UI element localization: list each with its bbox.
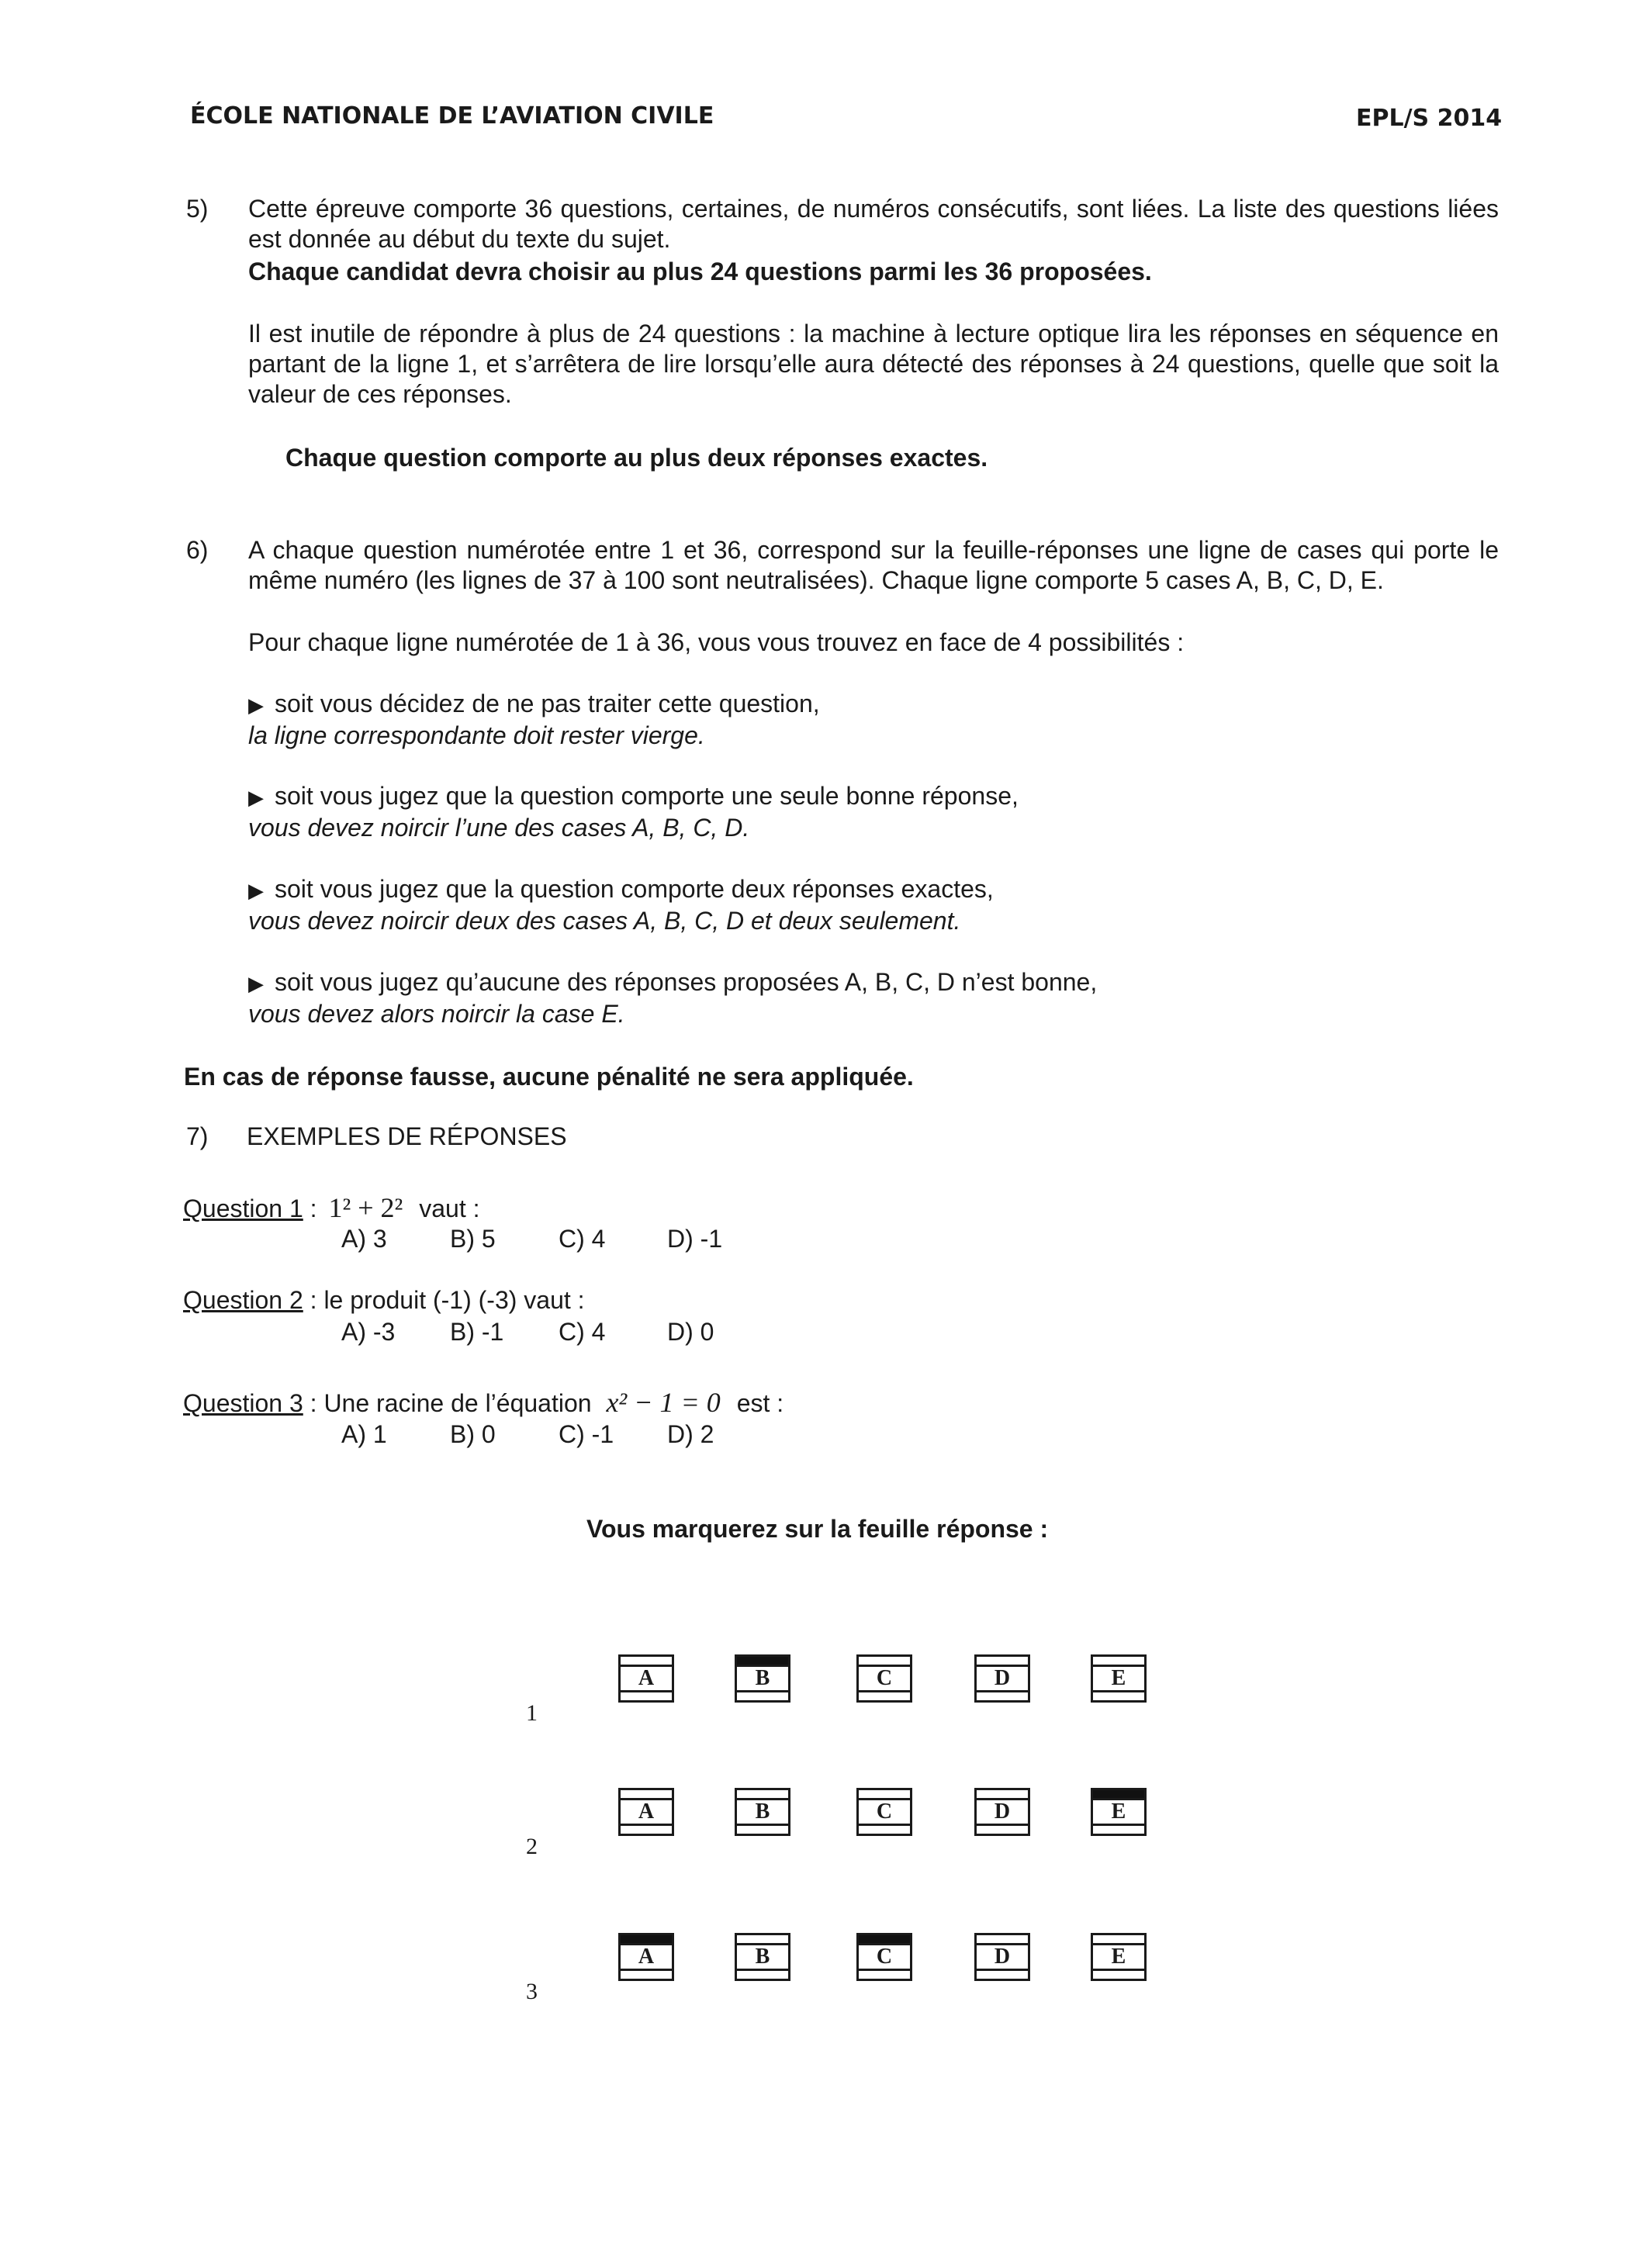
section-6-paragraph1: A chaque question numérotée entre 1 et 36, correspond sur la feuille-réponses une ligne de cases qui porte le même numéro (les lignes de 37 à 100 sont neutralisées). Chaque ligne comporte 5 cases A, B, C, D, E.: [248, 536, 1499, 594]
answer-letter: E: [1111, 1666, 1126, 1690]
arrow-right-icon: ▶: [248, 786, 264, 809]
section-6-number: 6): [186, 536, 209, 564]
bubble-base: [974, 1690, 1030, 1703]
option-a: A) 1: [341, 1420, 387, 1448]
bubble-frame: [618, 1800, 674, 1824]
option-a: A) -3: [341, 1318, 396, 1346]
exam-code: EPL/S 2014: [1356, 105, 1503, 132]
bullet-text: soit vous jugez qu’aucune des réponses proposées A, B, C, D n’est bonne,: [275, 968, 1098, 996]
bubble-base: [1091, 1690, 1147, 1703]
bubble-frame: [735, 1800, 790, 1824]
question-separator: :: [303, 1286, 324, 1314]
answer-letter: A: [638, 1945, 655, 1969]
answer-letter: B: [755, 1666, 770, 1690]
bubble-base: [856, 1690, 912, 1703]
bubble-frame: [974, 1800, 1030, 1824]
bullet-text: soit vous jugez que la question comporte une seule bonne réponse,: [275, 782, 1019, 810]
answer-bubble[interactable]: [856, 1654, 912, 1667]
section-7-number: 7): [186, 1122, 209, 1150]
bubble-base: [974, 1824, 1030, 1836]
bullet-item: [248, 781, 1499, 843]
arrow-right-icon: ▶: [248, 972, 264, 995]
answer-bubble[interactable]: [856, 1788, 912, 1800]
bullet-item: [248, 689, 1499, 751]
bubble-frame: [974, 1667, 1030, 1690]
question-2-options: [341, 1317, 776, 1347]
answer-row-number: 1: [526, 1700, 538, 1726]
bubble-frame: [1091, 1800, 1147, 1824]
answer-bubble[interactable]: [974, 1654, 1030, 1667]
answer-letter: A: [638, 1800, 655, 1824]
answer-bubble[interactable]: [618, 1788, 674, 1800]
bubble-frame: [856, 1800, 912, 1824]
bubble-base: [856, 1969, 912, 1981]
arrow-right-icon: ▶: [248, 879, 264, 902]
arrow-right-icon: ▶: [248, 693, 264, 717]
bullet-instruction: vous devez alors noircir la case E.: [248, 1000, 625, 1028]
institution-header: ÉCOLE NATIONALE DE L’AVIATION CIVILE: [190, 102, 714, 130]
bubble-frame: [974, 1945, 1030, 1969]
answer-letter: C: [876, 1800, 893, 1824]
bubble-base: [735, 1690, 790, 1703]
option-c: C) 4: [559, 1318, 606, 1346]
answer-letter: A: [638, 1666, 655, 1690]
question-label: Question 1: [183, 1195, 303, 1222]
answer-bubble[interactable]: [1091, 1654, 1147, 1667]
option-c: C) 4: [559, 1225, 606, 1253]
bubble-base: [856, 1824, 912, 1836]
question-3-options: [341, 1419, 776, 1450]
question-1-options: [341, 1224, 776, 1254]
answer-letter: D: [994, 1666, 1011, 1690]
answer-letter: C: [876, 1666, 893, 1690]
section-5-bold-line: Chaque candidat devra choisir au plus 24 questions parmi les 36 proposées.: [248, 258, 1152, 285]
question-label: Question 2: [183, 1286, 303, 1314]
answer-letter: E: [1111, 1800, 1126, 1824]
answer-bubble[interactable]: [735, 1788, 790, 1800]
answer-row-number: 3: [526, 1979, 538, 2004]
answer-row-number: 2: [526, 1834, 538, 1859]
section-5-bold-center: Chaque question comporte au plus deux réponses exactes.: [285, 444, 988, 472]
option-b: B) -1: [450, 1318, 504, 1346]
answer-sheet-title: Vous marquerez sur la feuille réponse :: [586, 1515, 1049, 1543]
question-math: 1² + 2²: [328, 1192, 403, 1223]
option-d: D) -1: [667, 1225, 723, 1253]
option-b: B) 5: [450, 1225, 496, 1253]
bullet-text: soit vous décidez de ne pas traiter cette question,: [275, 690, 820, 717]
answer-letter: E: [1111, 1945, 1126, 1969]
bubble-base: [735, 1969, 790, 1981]
option-c: C) -1: [559, 1420, 614, 1448]
bubble-frame: [735, 1945, 790, 1969]
bubble-frame: [735, 1667, 790, 1690]
answer-letter: D: [994, 1800, 1011, 1824]
bubble-frame: [618, 1667, 674, 1690]
bubble-base: [735, 1824, 790, 1836]
answer-letter: B: [755, 1800, 770, 1824]
answer-letter: B: [755, 1945, 770, 1969]
answer-bubble[interactable]: [735, 1933, 790, 1945]
penalty-note: En cas de réponse fausse, aucune pénalité ne sera appliquée.: [184, 1063, 914, 1091]
question-suffix: vaut :: [419, 1195, 480, 1222]
bullet-instruction: la ligne correspondante doit rester vierge.: [248, 721, 705, 749]
bullet-instruction: vous devez noircir l’une des cases A, B, C, D.: [248, 814, 750, 842]
bullet-item: [248, 874, 1499, 936]
question-math: x² − 1 = 0: [606, 1387, 721, 1418]
question-3: [183, 1388, 783, 1419]
answer-bubble[interactable]: [618, 1933, 674, 1945]
answer-letter: C: [876, 1945, 893, 1969]
bubble-frame: [1091, 1945, 1147, 1969]
answer-bubble[interactable]: [974, 1933, 1030, 1945]
question-prefix: Une racine de l’équation: [323, 1389, 592, 1417]
section-5-number: 5): [186, 195, 209, 223]
answer-bubble[interactable]: [735, 1654, 790, 1667]
bubble-base: [618, 1969, 674, 1981]
question-suffix: est :: [736, 1389, 784, 1417]
bubble-base: [618, 1824, 674, 1836]
answer-bubble[interactable]: [974, 1788, 1030, 1800]
option-d: D) 2: [667, 1420, 714, 1448]
question-prefix: le produit (-1) (-3) vaut :: [323, 1286, 585, 1314]
bubble-base: [1091, 1824, 1147, 1836]
answer-bubble[interactable]: [618, 1654, 674, 1667]
bubble-frame: [1091, 1667, 1147, 1690]
answer-bubble[interactable]: [1091, 1788, 1147, 1800]
bubble-base: [1091, 1969, 1147, 1981]
bubble-frame: [618, 1945, 674, 1969]
bullet-item: [248, 967, 1499, 1029]
option-b: B) 0: [450, 1420, 496, 1448]
section-7-title: EXEMPLES DE RÉPONSES: [247, 1122, 567, 1150]
question-separator: :: [303, 1389, 324, 1417]
option-a: A) 3: [341, 1225, 387, 1253]
bubble-frame: [856, 1667, 912, 1690]
bubble-base: [974, 1969, 1030, 1981]
question-label: Question 3: [183, 1389, 303, 1417]
bullet-instruction: vous devez noircir deux des cases A, B, C, D et deux seulement.: [248, 907, 961, 935]
question-1: [183, 1193, 479, 1224]
answer-bubble[interactable]: [856, 1933, 912, 1945]
section-6-paragraph2: Pour chaque ligne numérotée de 1 à 36, vous vous trouvez en face de 4 possibilités :: [248, 628, 1185, 656]
bullet-text: soit vous jugez que la question comporte deux réponses exactes,: [275, 875, 994, 903]
answer-letter: D: [994, 1945, 1011, 1969]
bubble-frame: [856, 1945, 912, 1969]
bubble-base: [618, 1690, 674, 1703]
section-5-line1: Cette épreuve comporte 36 questions, certaines, de numéros consécutifs, sont liées. La liste des questions liées est donnée au début du texte du sujet.: [248, 195, 1499, 253]
question-2: [183, 1285, 585, 1316]
option-d: D) 0: [667, 1318, 714, 1346]
answer-bubble[interactable]: [1091, 1933, 1147, 1945]
section-5-paragraph2: Il est inutile de répondre à plus de 24 questions : la machine à lecture optique lira les réponses en séquence en partant de la ligne 1, et s’arrêtera de lire lorsqu’elle aura détecté des réponses à 24 questions, quelle que soit la valeur de ces réponses.: [248, 320, 1499, 408]
question-separator: :: [303, 1195, 324, 1222]
